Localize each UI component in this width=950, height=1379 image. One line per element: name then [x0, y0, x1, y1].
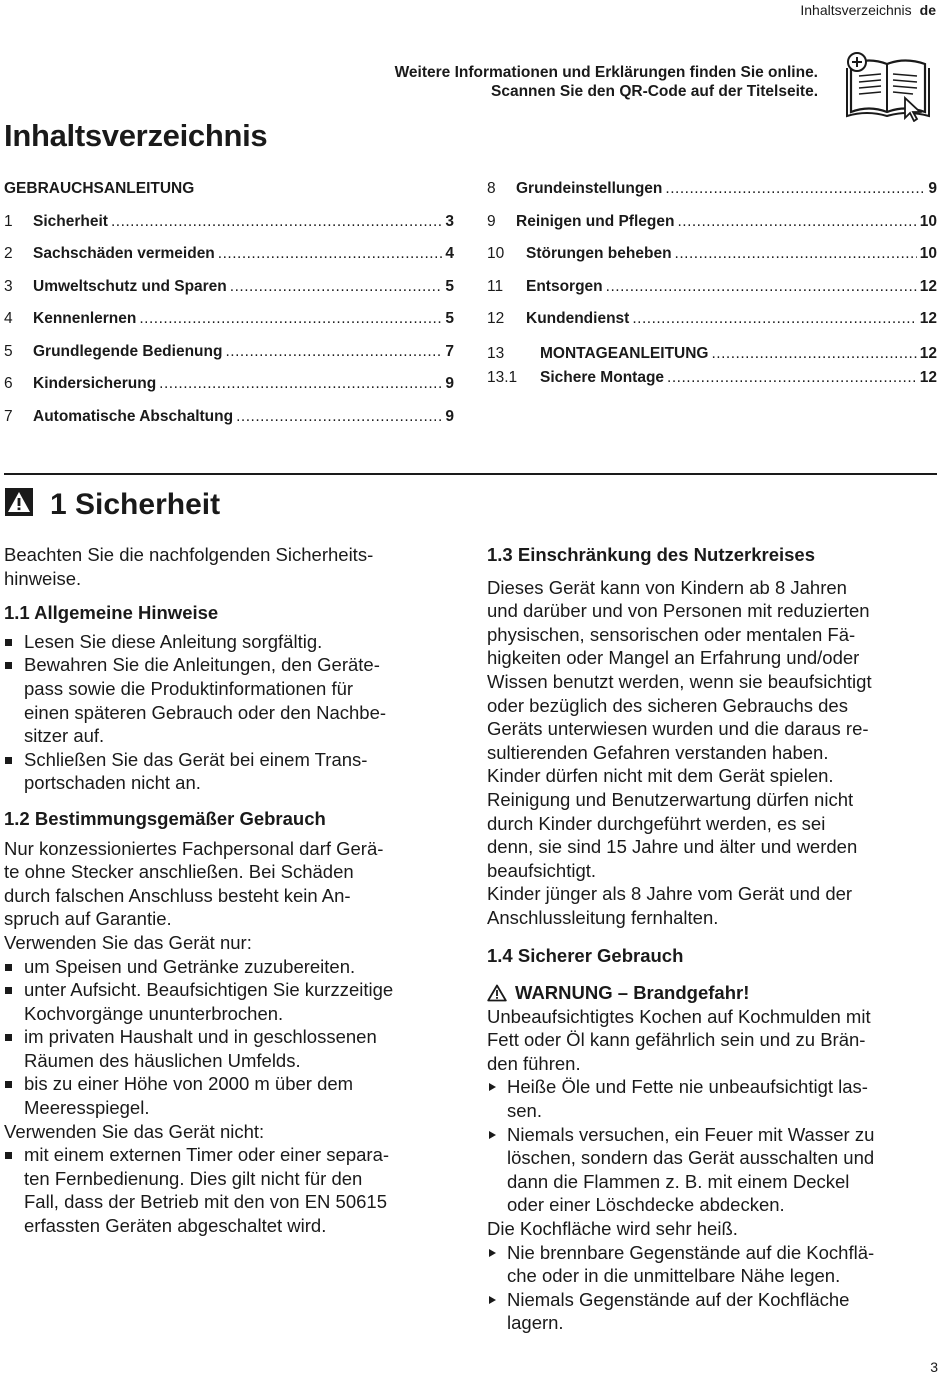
toc-entry-page: 5 — [445, 277, 454, 295]
toc-entry-page: 9 — [445, 375, 454, 392]
toc-entry-page: 12 — [919, 310, 937, 327]
toc-entry[interactable] — [487, 342, 937, 366]
toc-leader-dots — [667, 366, 917, 390]
toc-heading: GEBRAUCHSANLEITUNG — [4, 180, 195, 197]
toc-leader-dots — [139, 303, 442, 336]
online-book-icon — [843, 50, 933, 127]
heading-1-2: 1.2 Bestimmungsgemäßer Gebrauch — [4, 807, 326, 829]
toc-entry[interactable] — [487, 366, 937, 390]
toc-entry-number: 6 — [4, 375, 13, 392]
list-item — [487, 1075, 942, 1122]
list-item-line: Heiße Öle und Fette nie unbeaufsichtigt las- — [507, 1076, 868, 1098]
list-item-line: Bewahren Sie die Anleitungen, den Geräte- — [24, 654, 380, 676]
toc-leader-dots — [711, 342, 916, 366]
list-item-line: sen. — [507, 1100, 542, 1122]
para-line: oder bezüglich des sicheren Gebrauchs des — [487, 694, 848, 716]
heading-1-1: 1.1 Allgemeine Hinweise — [4, 602, 219, 624]
toc-leader-dots — [218, 238, 443, 271]
toc-entry-page: 12 — [919, 344, 937, 362]
toc-entry[interactable] — [487, 271, 937, 304]
para-line: den führen. — [487, 1052, 581, 1074]
warning-actions-1 — [487, 1075, 942, 1217]
para-line: te ohne Stecker anschließen. Bei Schäden — [4, 861, 354, 883]
toc-entry[interactable] — [487, 238, 937, 271]
toc-entry-label: Entsorgen — [526, 277, 603, 295]
warning-text: WARNUNG – Brandgefahr! — [515, 982, 750, 1004]
toc-leader-dots — [236, 401, 442, 434]
intro-line: Beachten Sie die nachfolgenden Sicherheits- — [4, 544, 374, 565]
toc-entry[interactable] — [4, 303, 454, 336]
toc-entry-page: 10 — [919, 212, 937, 230]
list-item-line: oder einer Löschdecke abdecken. — [507, 1194, 785, 1216]
toc-entry-number: 1 — [4, 212, 13, 230]
toc-entry-number: 10 — [487, 245, 505, 262]
online-info — [395, 63, 818, 101]
toc-entry[interactable] — [4, 401, 454, 434]
section-divider — [4, 473, 937, 475]
list-item-line: lagern. — [507, 1312, 564, 1334]
list-item-line: Nie brennbare Gegenstände auf die Kochflä- — [507, 1241, 875, 1263]
toc-entry-page: 9 — [445, 407, 454, 425]
para-line: Kinder dürfen nicht mit dem Gerät spielen. — [487, 765, 834, 787]
toc-entry-number: 7 — [4, 407, 13, 425]
toc-entry-label: Sichere Montage — [540, 368, 665, 386]
list-item-line: pass sowie die Produktinformationen für — [24, 677, 354, 699]
para-line: Geräts unterwiesen wurden und die daraus re- — [487, 718, 869, 740]
section-number: 1 — [50, 487, 67, 521]
warning-line — [487, 981, 942, 1005]
warning-description — [487, 1005, 942, 1076]
toc-entry-label: MONTAGEANLEITUNG — [540, 344, 709, 362]
list-item-line: einen späteren Gebrauch oder den Nachbe- — [24, 701, 387, 723]
toc-leader-dots — [665, 173, 925, 206]
list-item — [4, 978, 459, 1025]
list-item-line: unter Aufsicht. Beaufsichtigen Sie kurzzeitige — [24, 979, 394, 1001]
intro-text — [4, 543, 459, 590]
toc-leader-dots — [225, 336, 442, 369]
list-item — [487, 1123, 942, 1217]
list-item-line: Niemals Gegenstände auf der Kochfläche — [507, 1288, 850, 1310]
toc-entry-page: 9 — [928, 180, 937, 197]
list-item-line: portschaden nicht an. — [24, 772, 201, 794]
toc-entry[interactable] — [4, 368, 454, 401]
right-column — [487, 543, 942, 1335]
list-item-line: Kochvorgänge ununterbrochen. — [24, 1002, 284, 1024]
list-item-line: löschen, sondern das Gerät ausschalten und — [507, 1147, 875, 1169]
heading-1-4: 1.4 Sicherer Gebrauch — [487, 944, 684, 966]
para-line: higkeiten oder Mangel an Erfahrung und/oder — [487, 647, 860, 669]
list-item-line: Fall, dass der Betrieb mit den von EN 50615 — [24, 1191, 387, 1213]
toc-entry-number: 8 — [487, 180, 496, 197]
list-item-line: sitzer auf. — [24, 725, 105, 747]
para-line: Kinder jünger als 8 Jahre vom Gerät und der — [487, 883, 853, 905]
toc-entry-label: Kundendienst — [526, 310, 630, 327]
list-item — [4, 630, 459, 654]
toc-leader-dots — [159, 368, 442, 401]
toc-entry-number: 3 — [4, 277, 13, 295]
heading-1-3: 1.3 Einschränkung des Nutzerkreises — [487, 544, 815, 565]
toc-right — [487, 173, 937, 390]
toc-entry-label: Umweltschutz und Sparen — [33, 277, 227, 295]
list-item — [4, 1143, 459, 1237]
toc-entry[interactable] — [487, 303, 937, 336]
section-title: Sicherheit — [75, 487, 221, 521]
page-number: 3 — [930, 1359, 938, 1375]
toc-leader-dots — [675, 238, 917, 271]
list-item-line: erfassten Geräten abgeschaltet wird. — [24, 1215, 327, 1237]
para-1-3 — [487, 576, 942, 930]
notuse-intro: Verwenden Sie das Gerät nicht: — [4, 1120, 265, 1142]
toc-entry-number: 9 — [487, 212, 496, 230]
toc-entry-number: 5 — [4, 342, 13, 360]
toc-entry-label: Reinigen und Pflegen — [516, 212, 675, 230]
intro-line: hinweise. — [4, 567, 82, 589]
para-1-2 — [4, 837, 459, 931]
toc-leader-dots — [111, 206, 442, 239]
page-title: Inhaltsverzeichnis — [4, 118, 268, 153]
toc-entry-number: 12 — [487, 310, 505, 327]
toc-leader-dots — [606, 271, 917, 304]
toc-entry-page: 7 — [445, 342, 454, 360]
para-line: Wissen benutzt werden, wenn sie beaufsichtigt — [487, 670, 872, 692]
toc-entry[interactable] — [487, 173, 937, 206]
toc-leader-dots — [632, 303, 916, 336]
para-line: durch falschen Anschluss besteht kein An- — [4, 884, 351, 906]
para-line: Fett oder Öl kann gefährlich sein und zu Brän- — [487, 1029, 866, 1051]
online-info-line1: Weitere Informationen und Erklärungen finden Sie online. — [394, 64, 818, 81]
toc-entry-number: 11 — [487, 277, 504, 295]
toc-entry-number: 13 — [487, 344, 505, 362]
section-heading — [4, 487, 220, 522]
toc-entry[interactable] — [4, 336, 454, 369]
list-item — [4, 1025, 459, 1072]
list-item-line: bis zu einer Höhe von 2000 m über dem — [24, 1073, 354, 1095]
para-line: und darüber und von Personen mit reduzierten — [487, 600, 870, 622]
toc-entry-label: Grundlegende Bedienung — [33, 342, 223, 360]
list-item-line: che oder in die unmittelbare Nähe legen. — [507, 1265, 841, 1287]
para-line: Anschlussleitung fernhalten. — [487, 906, 719, 928]
use-list — [4, 955, 459, 1120]
list-item — [4, 955, 459, 979]
list-item — [4, 653, 459, 747]
list-item — [487, 1288, 942, 1335]
list-item — [487, 1241, 942, 1288]
toc-entry-page: 10 — [919, 245, 937, 262]
toc-entry[interactable] — [4, 238, 454, 271]
list-item-line: ten Fernbedienung. Dies gilt nicht für den — [24, 1167, 363, 1189]
list-item-line: im privaten Haushalt und in geschlossenen — [24, 1026, 377, 1048]
list-item-line: um Speisen und Getränke zuzubereiten. — [24, 955, 356, 977]
toc-entry-label: Kennenlernen — [33, 310, 137, 327]
toc-entry-label: Sachschäden vermeiden — [33, 245, 215, 262]
toc-entry-page: 12 — [919, 277, 937, 295]
para-line: denn, sie sind 15 Jahre und älter und werden — [487, 836, 858, 858]
list-item-line: Niemals versuchen, ein Feuer mit Wasser zu — [507, 1123, 875, 1145]
toc-entry-page: 5 — [445, 310, 454, 327]
para-line: Unbeaufsichtigtes Kochen auf Kochmulden mit — [487, 1005, 871, 1027]
toc-entry-page: 4 — [445, 245, 454, 262]
header-lang: de — [919, 2, 936, 18]
header-section: Inhaltsverzeichnis — [800, 2, 912, 18]
left-column — [4, 543, 459, 1238]
toc-left — [4, 173, 454, 433]
list-item-line: mit einem externen Timer oder einer separa- — [24, 1144, 390, 1166]
notuse-list — [4, 1143, 459, 1237]
list-item-line: Lesen Sie diese Anleitung sorgfältig. — [24, 630, 323, 652]
toc-entry-number: 4 — [4, 310, 13, 327]
online-info-line2: Scannen Sie den QR-Code auf der Titelseite. — [490, 83, 818, 100]
toc-leader-dots — [677, 206, 916, 239]
para-line: durch Kinder durchgeführt werden, es sei — [487, 812, 826, 834]
warning-triangle-icon — [4, 487, 34, 522]
toc-entry-page: 3 — [445, 212, 454, 230]
para-line: Reinigung und Benutzerwartung dürfen nicht — [487, 788, 854, 810]
toc-entry-page: 12 — [919, 368, 937, 386]
toc-entry-label: Grundeinstellungen — [516, 180, 663, 197]
warning-icon — [487, 984, 507, 1002]
toc-entry-number: 2 — [4, 245, 13, 262]
warning-actions-2 — [487, 1241, 942, 1335]
use-intro: Verwenden Sie das Gerät nur: — [4, 931, 252, 953]
para-line: beaufsichtigt. — [487, 859, 597, 881]
para-line: spruch auf Garantie. — [4, 908, 172, 930]
toc-entry-label: Automatische Abschaltung — [33, 407, 234, 425]
list-item — [4, 748, 459, 795]
list-item-line: dann die Flammen z. B. mit einem Deckel — [507, 1170, 850, 1192]
list-item — [4, 1072, 459, 1119]
para-line: sultierenden Gefahren verstanden haben. — [487, 741, 829, 763]
list-item-line: Meeresspiegel. — [24, 1097, 150, 1119]
list-item-line: Räumen des häuslichen Umfelds. — [24, 1049, 301, 1071]
toc-entry[interactable] — [4, 206, 454, 239]
para-line: physischen, sensorischen oder mentalen Fä- — [487, 623, 856, 645]
toc-leader-dots — [230, 271, 443, 304]
toc-entry-label: Störungen beheben — [526, 245, 672, 262]
toc-entry[interactable] — [4, 271, 454, 304]
toc-entry[interactable] — [487, 206, 937, 239]
para-line: Dieses Gerät kann von Kindern ab 8 Jahren — [487, 576, 847, 598]
para-line: Nur konzessioniertes Fachpersonal darf Gerä- — [4, 837, 384, 859]
running-header — [800, 2, 936, 18]
toc-entry-number: 13.1 — [487, 368, 518, 386]
toc-entry-label: Kindersicherung — [33, 375, 157, 392]
list-1-1 — [4, 630, 459, 795]
hot-surface-text: Die Kochfläche wird sehr heiß. — [487, 1218, 738, 1240]
list-item-line: Schließen Sie das Gerät bei einem Trans- — [24, 748, 368, 770]
toc-entry-label: Sicherheit — [33, 212, 108, 230]
